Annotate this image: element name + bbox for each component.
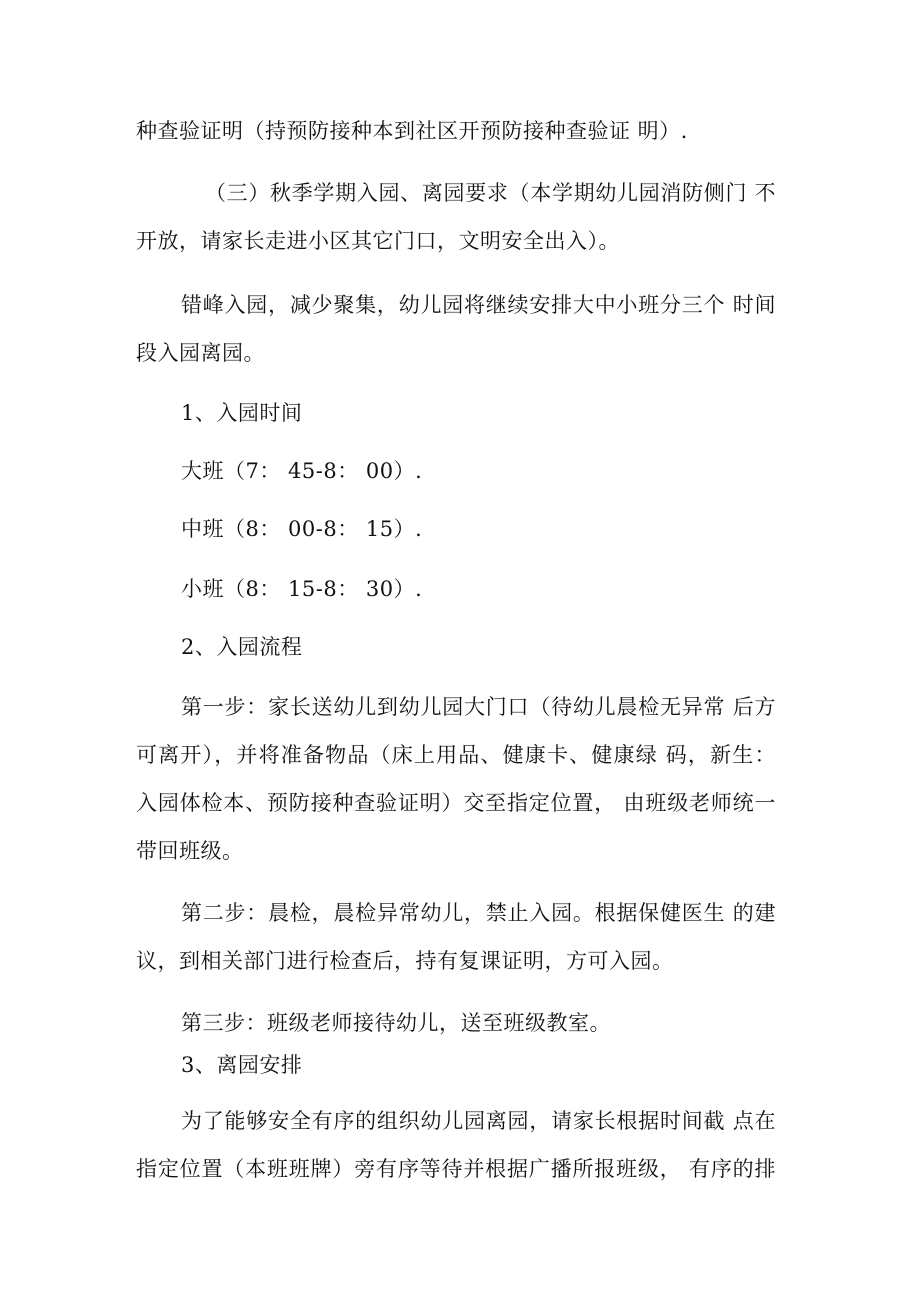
paragraph-line: 为了能够安全有序的组织幼儿园离园，请家长根据时间截 点在 xyxy=(181,1109,776,1133)
subsection-heading: 3、离园安排 xyxy=(181,1053,303,1077)
section-heading-line: （三）秋季学期入园、离园要求（本学期幼儿园消防侧门 不 xyxy=(205,181,776,205)
paragraph-line: 议，到相关部门进行检查后，持有复课证明，方可入园。 xyxy=(136,949,674,973)
subsection-heading: 2、入园流程 xyxy=(181,635,303,659)
paragraph-line: 第三步：班级老师接待幼儿，送至班级教室。 xyxy=(181,1011,611,1035)
paragraph-line: 可离开），并将准备物品（床上用品、健康卡、健康绿 码，新生： xyxy=(136,743,776,767)
schedule-item: 大班（7： 45-8： 00）. xyxy=(181,459,423,483)
paragraph-line: 入园体检本、预防接种查验证明）交至指定位置， 由班级老师统一 xyxy=(136,791,776,815)
subsection-heading: 1、入园时间 xyxy=(181,401,303,425)
paragraph-line: 种查验证明（持预防接种本到社区开预防接种查验证 明）. xyxy=(136,119,688,143)
paragraph-line: 第一步：家长送幼儿到幼儿园大门口（待幼儿晨检无异常 后方 xyxy=(181,695,776,719)
paragraph-line: 段入园离园。 xyxy=(136,341,265,365)
paragraph-line: 第二步：晨检，晨检异常幼儿，禁止入园。根据保健医生 的建 xyxy=(181,901,776,925)
schedule-item: 小班（8： 15-8： 30）. xyxy=(181,577,423,601)
schedule-item: 中班（8： 00-8： 15）. xyxy=(181,517,423,541)
paragraph-line: 开放，请家长走进小区其它门口，文明安全出入）。 xyxy=(136,229,620,253)
paragraph-line: 错峰入园，减少聚集，幼儿园将继续安排大中小班分三个 时间 xyxy=(181,293,776,317)
paragraph-line: 指定位置（本班班牌）旁有序等待并根据广播所报班级， 有序的排 xyxy=(136,1157,776,1181)
paragraph-line: 带回班级。 xyxy=(136,839,244,863)
